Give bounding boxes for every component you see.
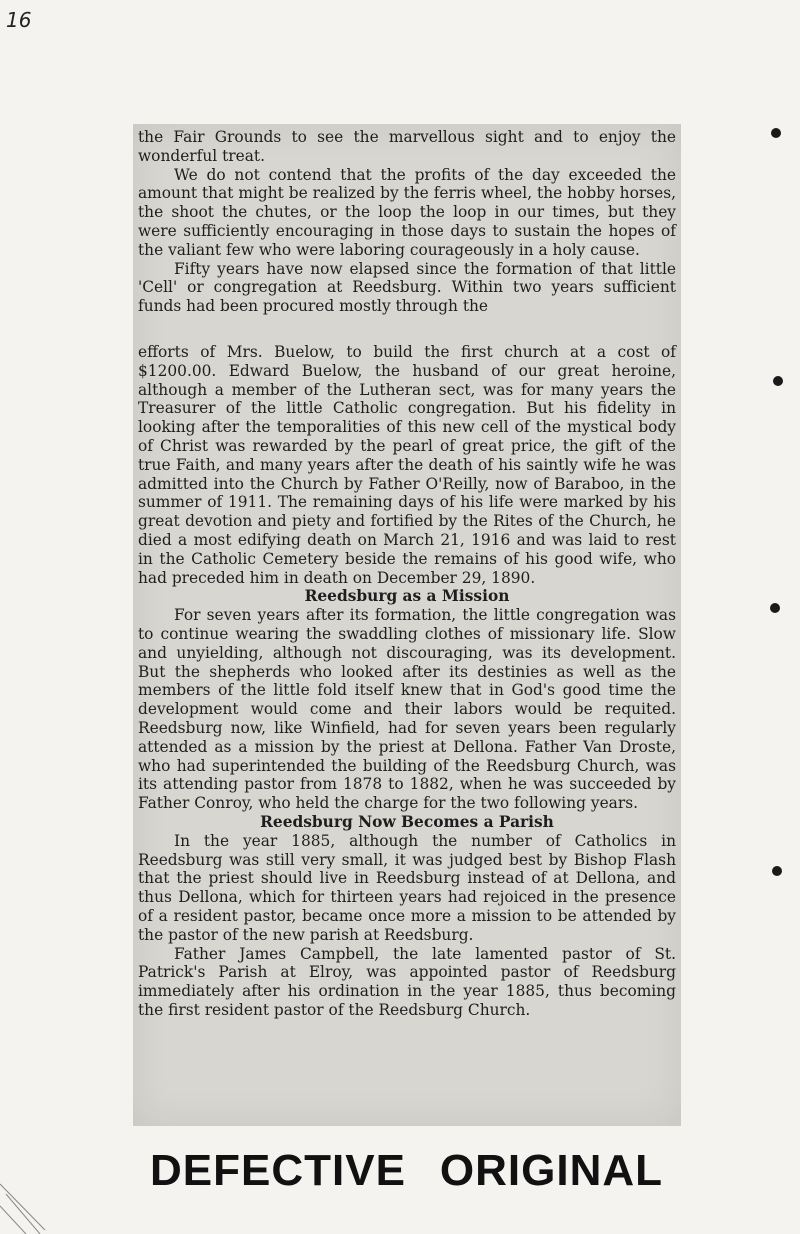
paragraph: Fifty years have now elapsed since the formation of that little 'Cell' or congregation at Reedsburg. Within two years sufficient funds had been procured mostly through the	[138, 259, 676, 316]
paragraph: Father James Campbell, the late lamented pastor of St. Patrick's Parish at Elroy, was appointed pastor of Reedsburg immediately after his ordination in the year 1885, thus becoming the first resident pastor of the Reedsburg Church.	[138, 944, 676, 1019]
binding-hole-mark	[771, 128, 781, 138]
stamp-word: DEFECTIVE	[150, 1146, 406, 1195]
defective-original-stamp	[150, 1146, 663, 1196]
paragraph: the Fair Grounds to see the marvellous sight and to enjoy the wonderful treat.	[138, 128, 676, 165]
paragraph: For seven years after its formation, the little congregation was to continue wearing the swaddling clothes of missionary life. Slow and unyielding, although not discouraging, was its development. But the shepherds who looked after its destinies as well as the members of the little fold itself knew that in God's good time the development would come and their labors would be requited. Reedsburg now, like Winfield, had for seven years been regularly attended as a mission by the priest at Dellona. Father Van Droste, who had superintended the building of the Reedsburg Church, was its attending pastor from 1878 to 1882, when he was succeeded by Father Conroy, who held the charge for the two following years.	[138, 606, 676, 813]
section-heading-mission: Reedsburg as a Mission	[304, 587, 510, 606]
curled-page-edge	[0, 1164, 70, 1234]
binding-hole-mark	[773, 376, 783, 386]
paragraph: efforts of Mrs. Buelow, to build the first church at a cost of $1200.00. Edward Buelow, the husband of our great heroine, although a member of the Lutheran sect, was for many years the Treasurer of the little Catholic congregation. But his fidelity in looking after the temporalities of this new cell of the mystical body of Christ was rewarded by the pearl of great price, the gift of the true Faith, and many years after the death of his saintly wife he was admitted into the Church by Father O'Reilly, now of Baraboo, in the summer of 1911. The remaining days of his life were marked by his great devotion and piety and fortified by the Rites of the Church, he died a most edifying death on March 21, 1916 and was laid to rest in the Catholic Cemetery beside the remains of his good wife, who had preceded him in death on December 29, 1890.	[138, 343, 676, 587]
paragraph: We do not contend that the profits of the day exceeded the amount that might be realized by the ferris wheel, the hobby horses, the shoot the chutes, or the loop the loop in our times, but they were sufficiently encouraging in those days to sustain the hopes of the valiant few who were laboring courageously in a holy cause.	[138, 165, 676, 259]
page-number: 16	[6, 8, 32, 32]
text-block-main	[138, 343, 676, 1020]
section-heading-parish: Reedsburg Now Becomes a Parish	[260, 812, 554, 831]
text-block-top	[138, 128, 676, 316]
paragraph: In the year 1885, although the number of Catholics in Reedsburg was still very small, it was judged best by Bishop Flash that the priest should live in Reedsburg instead of at Dellona, and thus Dellona, which for thirteen years had rejoiced in the presence of a resident pastor, became once more a mission to be attended by the pastor of the new parish at Reedsburg.	[138, 831, 676, 944]
stamp-word: ORIGINAL	[439, 1146, 664, 1195]
binding-hole-mark	[770, 603, 780, 613]
binding-hole-mark	[772, 866, 782, 876]
